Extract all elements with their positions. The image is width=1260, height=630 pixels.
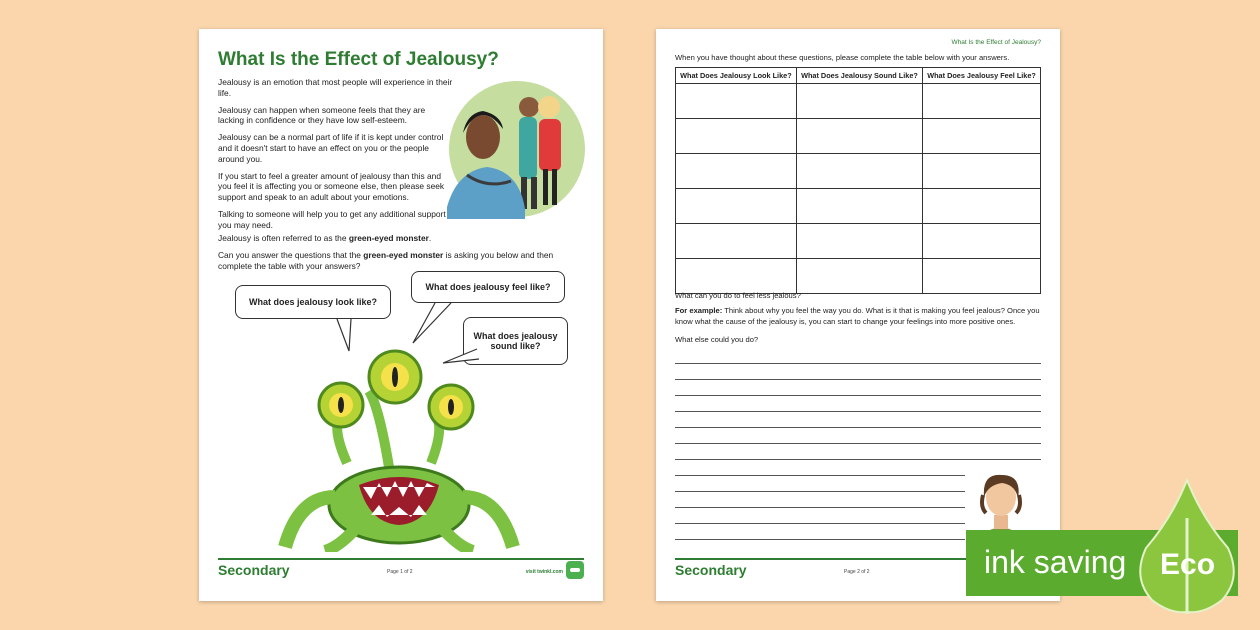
monster-term: green-eyed monster <box>348 233 429 243</box>
example-text <box>675 305 1045 327</box>
ink-saving-label: ink saving <box>984 544 1127 580</box>
answer-cell[interactable] <box>676 119 797 154</box>
paragraph-4: If you start to feel a greater amount of jealousy than this and you feel it is affecting you or someone else, then please seek support and speak to an adult about your emotions. <box>218 170 445 203</box>
site-link[interactable]: visit twinkl.com <box>525 569 563 575</box>
monster-line-prefix: Jealousy is often referred to as the <box>218 233 349 243</box>
question-suffix: is asking you below and then complete the table with your answers? <box>218 250 554 271</box>
answer-cell[interactable] <box>796 119 922 154</box>
green-eyed-monster-illustration <box>259 347 549 552</box>
table-header-row <box>676 68 1041 84</box>
bubble-feel: What does jealousy feel like? <box>411 271 565 303</box>
table-row <box>676 84 1041 119</box>
answer-cell[interactable] <box>796 154 922 189</box>
writing-line[interactable] <box>675 523 965 524</box>
else-question: What else could you do? <box>675 335 759 344</box>
answer-cell[interactable] <box>676 84 797 119</box>
page-title: What Is the Effect of Jealousy? <box>218 49 499 70</box>
writing-line[interactable] <box>675 459 1041 460</box>
answer-cell[interactable] <box>923 119 1041 154</box>
writing-line[interactable] <box>675 475 965 476</box>
bubble-sound: What does jealousy sound like? <box>463 317 568 365</box>
answer-cell[interactable] <box>676 154 797 189</box>
writing-line[interactable] <box>675 395 1041 396</box>
answer-table <box>675 67 1041 294</box>
writing-line[interactable] <box>675 507 965 508</box>
monster-line-suffix: . <box>428 233 432 243</box>
answer-cell[interactable] <box>796 224 922 259</box>
example-label: For example: <box>675 306 723 315</box>
footer-label: Secondary <box>675 562 747 578</box>
writing-line[interactable] <box>675 491 965 492</box>
table-row <box>676 259 1041 294</box>
eco-label: Eco <box>1160 548 1216 581</box>
table-row <box>676 154 1041 189</box>
header-sound: What Does Jealousy Sound Like? <box>796 68 922 84</box>
example-body: Think about why you feel the way you do. What is it that is making you feel jealous? Once you know what the cause of the jealousy is, you can start to change your feelings into more positive ones. <box>675 306 1040 326</box>
paragraph-2: Jealousy can happen when someone feels that they are lacking in confidence or they have low self-esteem. <box>218 104 426 126</box>
answer-cell[interactable] <box>923 259 1041 294</box>
writing-line[interactable] <box>675 427 1041 428</box>
page-header: What Is the Effect of Jealousy? <box>951 39 1041 46</box>
question-prefix: Can you answer the questions that the <box>218 250 364 260</box>
paragraph-5: Talking to someone will help you to get any additional support you may need. <box>218 208 446 230</box>
worksheet-page-2 <box>656 29 1060 601</box>
worksheet-page-1 <box>199 29 603 601</box>
paragraph-3: Jealousy can be a normal part of life if it is kept under control and it doesn't start to have an effect on you or the people around you. <box>218 132 444 164</box>
page-number: Page 1 of 2 <box>387 569 413 575</box>
twinkl-logo-icon <box>566 561 584 579</box>
writing-line[interactable] <box>675 539 965 540</box>
eco-leaf-icon <box>1132 478 1242 614</box>
table-intro: When you have thought about these questions, please complete the table below with your answers. <box>675 53 1010 62</box>
answer-cell[interactable] <box>923 189 1041 224</box>
footer-rule <box>218 558 584 560</box>
table-row <box>676 119 1041 154</box>
answer-cell[interactable] <box>923 224 1041 259</box>
table-row <box>676 189 1041 224</box>
question-monster-term: green-eyed monster <box>363 250 444 260</box>
footer-label: Secondary <box>218 562 290 578</box>
bubble-look: What does jealousy look like? <box>235 285 391 319</box>
paragraph-1: Jealousy is an emotion that most people will experience in their life. <box>218 77 453 98</box>
less-jealous-question: What can you do to feel less jealous? <box>675 291 801 300</box>
writing-line[interactable] <box>675 363 1041 364</box>
answer-cell[interactable] <box>796 189 922 224</box>
answer-cell[interactable] <box>676 189 797 224</box>
writing-line[interactable] <box>675 411 1041 412</box>
writing-line[interactable] <box>675 379 1041 380</box>
header-feel: What Does Jealousy Feel Like? <box>923 68 1041 84</box>
answer-cell[interactable] <box>923 84 1041 119</box>
answer-cell[interactable] <box>796 259 922 294</box>
page-number: Page 2 of 2 <box>844 569 870 575</box>
answer-cell[interactable] <box>796 84 922 119</box>
header-look: What Does Jealousy Look Like? <box>676 68 797 84</box>
answer-cell[interactable] <box>923 154 1041 189</box>
answer-cell[interactable] <box>676 259 797 294</box>
writing-line[interactable] <box>675 443 1041 444</box>
table-row <box>676 224 1041 259</box>
answer-cell[interactable] <box>676 224 797 259</box>
